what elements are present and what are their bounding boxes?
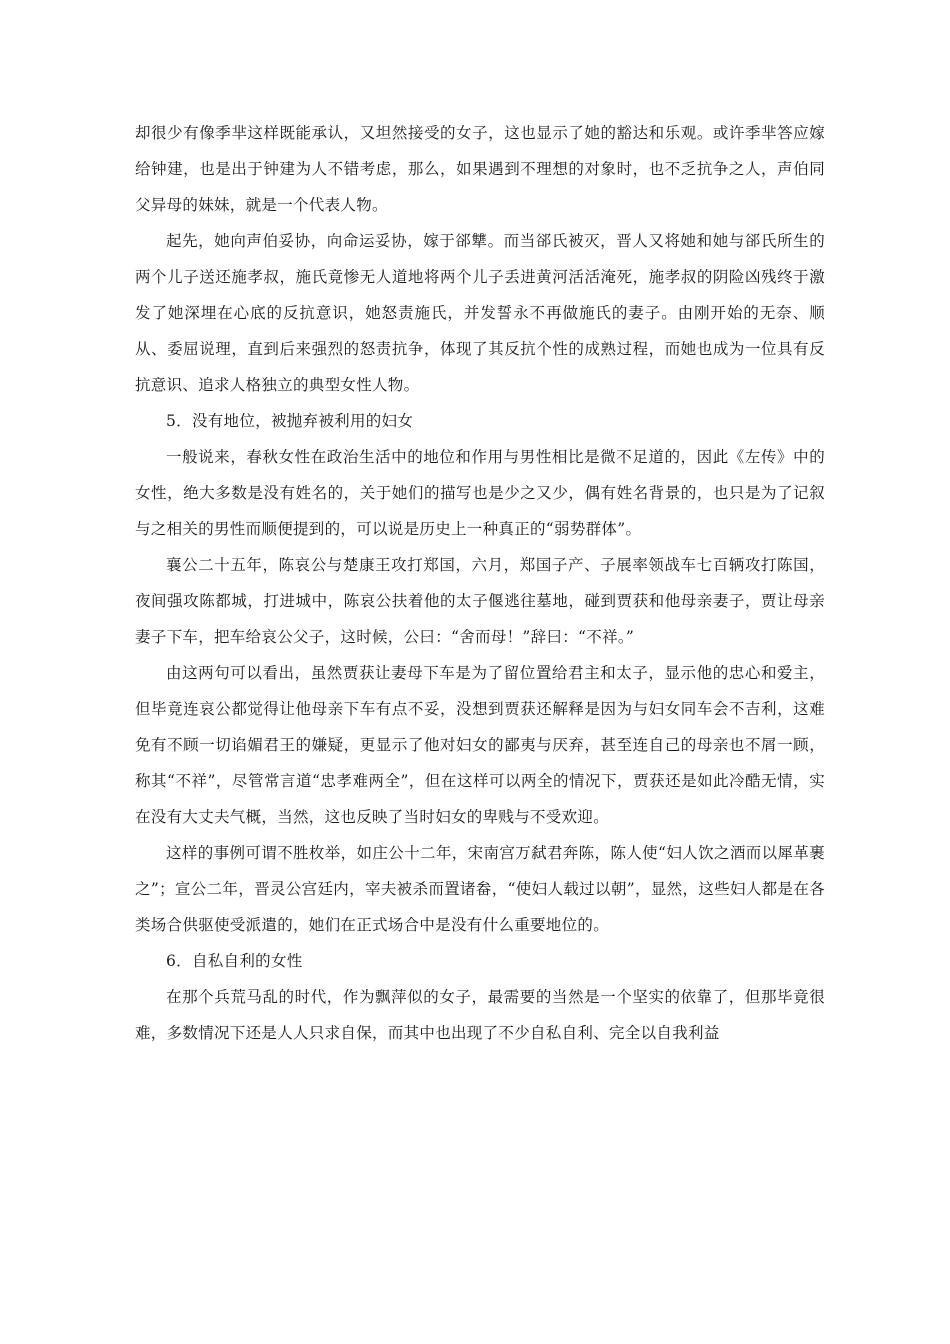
section-5-heading: 5．没有地位，被抛弃被利用的妇女	[166, 412, 414, 430]
section-6-heading: 6．自私自利的女性	[166, 952, 303, 970]
section-5-paragraph-2: 襄公二十五年，陈哀公与楚康王攻打郑国，六月，郑国子产、子展率领战车七百辆攻打陈国，夜间强攻陈都城，打进城中，陈哀公扶着他的太子偃逃往墓地，碰到贾获和他母亲妻子，贾让母亲妻子下车，把车给哀公父子，这时候，公曰：“舍而母！”辞曰：“不祥。”	[135, 556, 825, 646]
body-text	[135, 115, 825, 1051]
section-5-paragraph-3: 由这两句可以看出，虽然贾获让妻母下车是为了留位置给君主和太子，显示他的忠心和爱主，但毕竟连哀公都觉得让他母亲下车有点不妥，没想到贾获还解释是因为与妇女同车会不吉利，这难免有不顾一切谄媚君王的嫌疑，更显示了他对妇女的鄙夷与厌弃，甚至连自己的母亲也不屑一顾，称其“不祥”，尽管常言道“忠孝难两全”，但在这样可以两全的情况下，贾获还是如此冷酷无情，实在没有大丈夫气概，当然，这也反映了当时妇女的卑贱与不受欢迎。	[135, 664, 825, 826]
section-5-paragraph-1: 一般说来，春秋女性在政治生活中的地位和作用与男性相比是微不足道的，因此《左传》中的女性，绝大多数是没有姓名的，关于她们的描写也是少之又少，偶有姓名背景的，也只是为了记叙与之相关的男性而顺便提到的，可以说是历史上一种真正的“弱势群体”。	[135, 448, 825, 538]
paragraph-continued: 却很少有像季芈这样既能承认，又坦然接受的女子，这也显示了她的豁达和乐观。或许季芈答应嫁给钟建，也是出于钟建为人不错考虑，那么，如果遇到不理想的对象时，也不乏抗争之人，声伯同父异母的妹妹，就是一个代表人物。	[135, 124, 825, 214]
section-5-paragraph-4: 这样的事例可谓不胜枚举，如庄公十二年，宋南宫万弑君奔陈，陈人使“妇人饮之酒而以犀革裹之”；宣公二年，晋灵公宫廷内，宰夫被杀而置诸畚，“使妇人载过以朝”，显然，这些妇人都是在各类场合供驱使受派遣的，她们在正式场合中是没有什么重要地位的。	[135, 844, 825, 934]
section-6-paragraph-1: 在那个兵荒马乱的时代，作为飘萍似的女子，最需要的当然是一个坚实的依靠了，但那毕竟很难，多数情况下还是人人只求自保，而其中也出现了不少自私自利、完全以自我利益	[135, 988, 825, 1042]
paragraph-rebellion: 起先，她向声伯妥协，向命运妥协，嫁于郤犨。而当郤氏被灭，晋人又将她和她与郤氏所生的两个儿子送还施孝叔，施氏竟惨无人道地将两个儿子丢进黄河活活淹死，施孝叔的阴险凶残终于激发了她深埋在心底的反抗意识，她怒责施氏，并发誓永不再做施氏的妻子。由刚开始的无奈、顺从、委屈说理，直到后来强烈的怒责抗争，体现了其反抗个性的成熟过程，而她也成为一位具有反抗意识、追求人格独立的典型女性人物。	[135, 232, 825, 394]
